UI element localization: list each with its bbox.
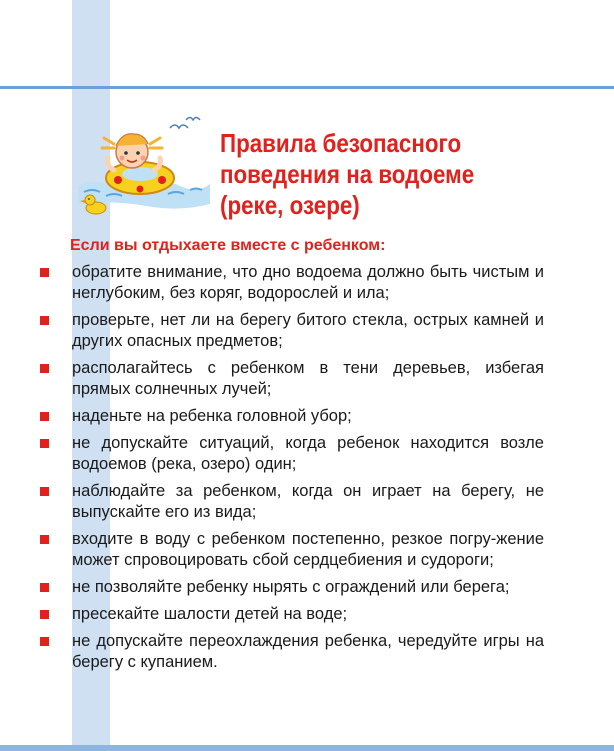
child-swimming-with-ring-icon <box>70 108 220 223</box>
bullet-square-icon <box>40 439 49 448</box>
bullet-square-icon <box>40 637 49 646</box>
rule-text: наденьте на ребенка головной убор; <box>72 407 352 425</box>
bullet-square-icon <box>40 412 49 421</box>
title-line-3: (реке, озере) <box>220 190 360 220</box>
rules-list <box>38 262 544 679</box>
list-item <box>38 262 544 304</box>
rule-text: обратите внимание, что дно водоема должно быть чистым и неглубоким, без коряг, водорослей и ила; <box>72 263 544 302</box>
bullet-square-icon <box>40 364 49 373</box>
list-item <box>38 310 544 352</box>
list-item <box>38 358 544 400</box>
bullet-square-icon <box>40 487 49 496</box>
bullet-square-icon <box>40 268 49 277</box>
rule-text: не позволяйте ребенку нырять с ограждений или берега; <box>72 578 510 596</box>
rule-text: наблюдайте за ребенком, когда он играет на берегу, не выпускайте его из вида; <box>72 482 544 521</box>
bullet-square-icon <box>40 610 49 619</box>
rule-text: пресекайте шалости детей на воде; <box>72 605 348 623</box>
list-item <box>38 631 544 673</box>
bottom-divider <box>0 745 614 751</box>
bullet-square-icon <box>40 316 49 325</box>
title-line-1: Правила безопасного <box>220 128 462 158</box>
title-line-2: поведения на водоеме <box>220 159 475 189</box>
rule-text: проверьте, нет ли на берегу битого стекла, острых камней и других опасных предметов; <box>72 311 544 350</box>
rule-text: располагайтесь с ребенком в тени деревьев, избегая прямых солнечных лучей; <box>72 359 544 398</box>
rule-text: не допускайте переохлаждения ребенка, чередуйте игры на берегу с купанием. <box>72 632 544 671</box>
bullet-square-icon <box>40 535 49 544</box>
page-title <box>220 128 547 221</box>
list-item <box>38 406 544 427</box>
bullet-square-icon <box>40 583 49 592</box>
rule-text: не допускайте ситуаций, когда ребенок находится возле водоемов (река, озеро) один; <box>72 434 544 473</box>
list-item <box>38 604 544 625</box>
rule-text: входите в воду с ребенком постепенно, резкое погру-жение может спровоцировать сбой сердцебиения и судороги; <box>72 530 544 569</box>
top-divider <box>0 86 614 89</box>
list-item <box>38 529 544 571</box>
list-item <box>38 481 544 523</box>
list-item <box>38 433 544 475</box>
section-subtitle: Если вы отдыхаете вместе с ребенком: <box>70 237 386 254</box>
list-item <box>38 577 544 598</box>
